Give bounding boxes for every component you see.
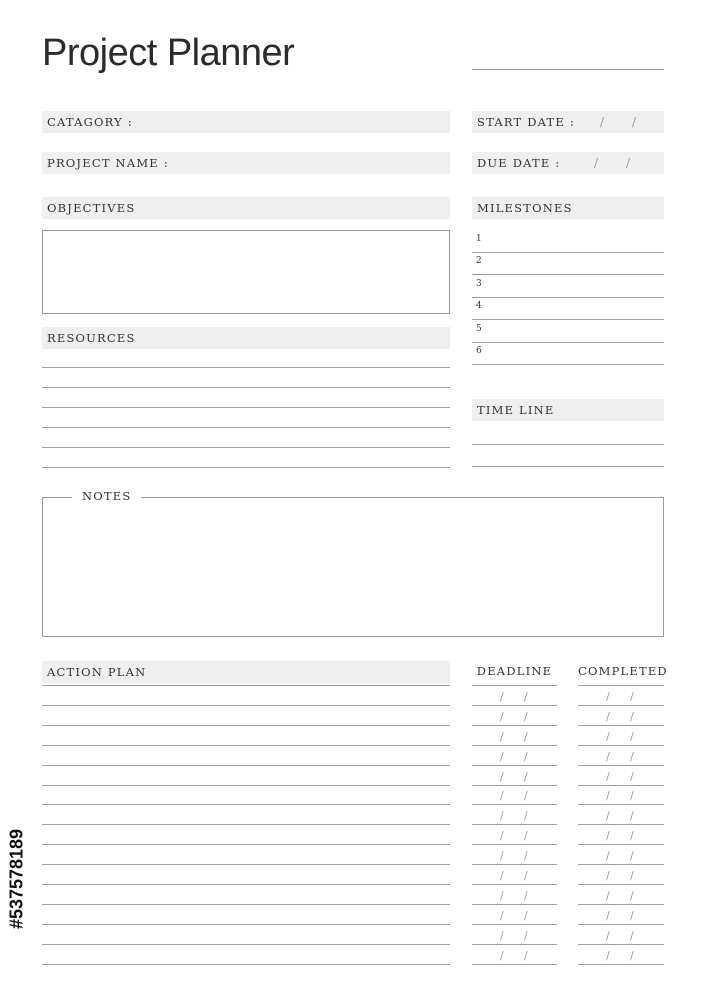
milestone-number: 1 [476, 234, 482, 244]
resources-line[interactable] [42, 427, 450, 428]
deadline-date-separator: / [500, 689, 504, 703]
milestone-line[interactable] [472, 274, 664, 275]
action-plan-line[interactable] [42, 924, 450, 925]
deadline-line[interactable] [472, 785, 557, 786]
due-date-label: DUE DATE : [477, 156, 561, 170]
deadline-date-separator: / [524, 729, 528, 743]
action-plan-line[interactable] [42, 804, 450, 805]
completed-date-separator: / [606, 789, 610, 803]
completed-date-separator: / [630, 709, 634, 723]
deadline-line[interactable] [472, 884, 557, 885]
completed-date-separator: / [630, 948, 634, 962]
action-plan-line[interactable] [42, 785, 450, 786]
deadline-date-separator: / [524, 809, 528, 823]
completed-date-separator: / [630, 809, 634, 823]
completed-date-separator: / [606, 689, 610, 703]
objectives-header [42, 197, 450, 219]
milestone-number: 5 [476, 323, 482, 334]
completed-line[interactable] [578, 904, 664, 905]
resources-label: RESOURCES [47, 331, 136, 345]
timeline-label: TIME LINE [477, 403, 555, 417]
action-plan-line[interactable] [42, 725, 450, 726]
milestone-line[interactable] [472, 364, 664, 365]
completed-date-separator: / [630, 769, 634, 783]
notes-box[interactable] [42, 497, 664, 637]
completed-date-separator: / [606, 709, 610, 723]
page-title: Project Planner [42, 32, 295, 74]
project-name-label: PROJECT NAME : [47, 156, 169, 170]
completed-line[interactable] [578, 705, 664, 706]
completed-line[interactable] [578, 964, 664, 965]
date-separator: / [626, 156, 632, 170]
milestone-number: 4 [476, 301, 482, 312]
deadline-date-separator: / [524, 749, 528, 763]
deadline-date-separator: / [524, 769, 528, 783]
completed-line[interactable] [578, 685, 664, 686]
start-date-field[interactable] [472, 111, 664, 133]
resources-line[interactable] [42, 447, 450, 448]
resources-header [42, 327, 450, 349]
completed-line[interactable] [578, 844, 664, 845]
deadline-date-separator: / [524, 849, 528, 863]
completed-date-separator: / [630, 689, 634, 703]
deadline-date-separator: / [500, 908, 504, 922]
resources-line[interactable] [42, 407, 450, 408]
completed-date-separator: / [606, 888, 610, 902]
deadline-date-separator: / [524, 709, 528, 723]
deadline-line[interactable] [472, 844, 557, 845]
completed-date-separator: / [630, 908, 634, 922]
action-plan-line[interactable] [42, 745, 450, 746]
action-plan-line[interactable] [42, 824, 450, 825]
timeline-line[interactable] [472, 444, 664, 445]
project-name-field[interactable] [42, 152, 450, 174]
action-plan-line[interactable] [42, 884, 450, 885]
deadline-date-separator: / [524, 888, 528, 902]
deadline-line[interactable] [472, 904, 557, 905]
stock-id-label [4, 767, 30, 992]
deadline-date-separator: / [524, 789, 528, 803]
deadline-date-separator: / [500, 769, 504, 783]
deadline-line[interactable] [472, 804, 557, 805]
deadline-date-separator: / [500, 789, 504, 803]
action-plan-line[interactable] [42, 765, 450, 766]
completed-date-separator: / [630, 829, 634, 843]
completed-date-separator: / [606, 749, 610, 763]
completed-date-separator: / [630, 749, 634, 763]
completed-date-separator: / [630, 789, 634, 803]
deadline-date-separator: / [500, 849, 504, 863]
milestones-label: MILESTONES [477, 201, 573, 215]
milestones-header [472, 197, 664, 219]
action-plan-line[interactable] [42, 964, 450, 965]
completed-date-separator: / [606, 829, 610, 843]
deadline-line[interactable] [472, 685, 557, 686]
completed-line[interactable] [578, 884, 664, 885]
due-date-field[interactable] [472, 152, 664, 174]
deadline-date-separator: / [500, 888, 504, 902]
deadline-date-separator: / [524, 948, 528, 962]
deadline-line[interactable] [472, 864, 557, 865]
date-separator: / [600, 115, 606, 129]
timeline-header [472, 399, 664, 421]
completed-line[interactable] [578, 944, 664, 945]
action-plan-label: ACTION PLAN [47, 665, 147, 679]
action-plan-header [42, 661, 450, 683]
completed-date-separator: / [630, 729, 634, 743]
deadline-date-separator: / [524, 869, 528, 882]
deadline-line[interactable] [472, 824, 557, 825]
deadline-date-separator: / [500, 749, 504, 763]
timeline-line[interactable] [472, 466, 664, 467]
action-plan-line[interactable] [42, 685, 450, 686]
completed-header: COMPLETED [578, 664, 668, 678]
completed-date-separator: / [630, 849, 634, 863]
action-plan-line[interactable] [42, 944, 450, 945]
deadline-date-separator: / [500, 829, 504, 843]
action-plan-line[interactable] [42, 844, 450, 845]
deadline-line[interactable] [472, 944, 557, 945]
deadline-date-separator: / [500, 709, 504, 723]
action-plan-line[interactable] [42, 864, 450, 865]
deadline-line[interactable] [472, 964, 557, 965]
deadline-date-separator: / [524, 689, 528, 703]
deadline-line[interactable] [472, 745, 557, 746]
milestone-number: 3 [476, 278, 482, 289]
stock-id-text: #537578189 [6, 828, 27, 930]
deadline-date-separator: / [524, 908, 528, 922]
deadline-line[interactable] [472, 725, 557, 726]
completed-date-separator: / [606, 769, 610, 783]
milestone-number: 2 [476, 256, 482, 267]
completed-date-separator: / [630, 928, 634, 942]
deadline-date-separator: / [500, 928, 504, 942]
completed-line[interactable] [578, 785, 664, 786]
deadline-date-separator: / [500, 809, 504, 823]
resources-line[interactable] [42, 467, 450, 468]
deadline-date-separator: / [524, 928, 528, 942]
completed-date-separator: / [630, 888, 634, 902]
deadline-date-separator: / [500, 948, 504, 962]
completed-date-separator: / [606, 729, 610, 743]
completed-date-separator: / [606, 809, 610, 823]
completed-line[interactable] [578, 804, 664, 805]
completed-date-separator: / [606, 948, 610, 962]
resources-line[interactable] [42, 387, 450, 388]
completed-date-separator: / [606, 928, 610, 942]
notes-label: NOTES [72, 489, 141, 503]
start-date-label: START DATE : [477, 115, 575, 129]
objectives-box[interactable] [42, 230, 450, 314]
completed-date-separator: / [606, 908, 610, 922]
milestone-line[interactable] [472, 342, 664, 343]
date-separator: / [632, 115, 638, 129]
completed-line[interactable] [578, 765, 664, 766]
deadline-line[interactable] [472, 765, 557, 766]
action-plan-line[interactable] [42, 904, 450, 905]
category-field[interactable] [42, 111, 450, 133]
resources-line[interactable] [42, 367, 450, 368]
milestone-line[interactable] [472, 319, 664, 320]
deadline-line[interactable] [472, 705, 557, 706]
action-plan-line[interactable] [42, 705, 450, 706]
completed-date-separator: / [630, 869, 634, 882]
completed-line[interactable] [578, 924, 664, 925]
milestone-number: 6 [476, 346, 482, 356]
completed-line[interactable] [578, 745, 664, 746]
category-label: CATAGORY : [47, 115, 133, 129]
milestone-line[interactable] [472, 252, 664, 253]
completed-date-separator: / [606, 869, 610, 882]
completed-date-separator: / [606, 849, 610, 863]
completed-line[interactable] [578, 725, 664, 726]
objectives-label: OBJECTIVES [47, 201, 136, 215]
deadline-header: DEADLINE [476, 664, 553, 678]
deadline-date-separator: / [500, 869, 504, 882]
milestone-line[interactable] [472, 297, 664, 298]
completed-line[interactable] [578, 824, 664, 825]
date-separator: / [594, 156, 600, 170]
deadline-date-separator: / [524, 829, 528, 843]
completed-line[interactable] [578, 864, 664, 865]
deadline-date-separator: / [500, 729, 504, 743]
title-underline [472, 69, 664, 70]
deadline-line[interactable] [472, 924, 557, 925]
